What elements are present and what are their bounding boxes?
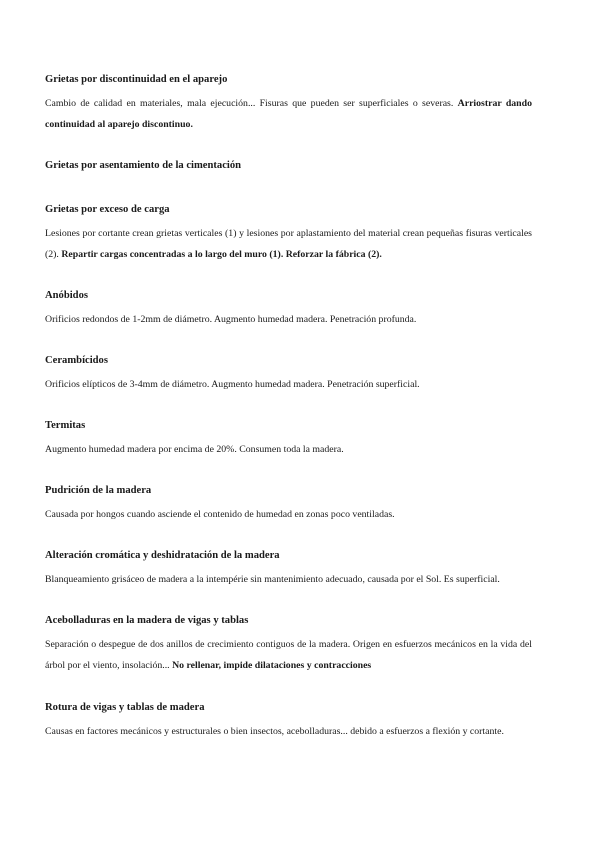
section-alteracion-cromatica: [45, 549, 532, 590]
section-body: [45, 93, 532, 135]
section-text: Cambio de calidad en materiales, mala ejecución... Fisuras que pueden ser superficiales o severas.: [45, 98, 454, 109]
section-termitas: [45, 419, 532, 460]
section-title: Acebolladuras en la madera de vigas y tablas: [45, 615, 249, 626]
section-title: Cerambícidos: [45, 355, 108, 366]
section-title: Grietas por discontinuidad en el aparejo: [45, 74, 228, 85]
section-text: Separación o despegue de dos anillos de crecimiento contiguos de la madera. Origen en esfuerzos mecánicos en la vida del árbol por el viento, insolación...: [45, 639, 532, 671]
section-body: [45, 634, 532, 676]
section-title: Grietas por exceso de carga: [45, 204, 170, 215]
section-remedy: Arriostrar dando continuidad al aparejo discontinuo.: [45, 98, 532, 130]
section-pudricion: [45, 484, 532, 525]
section-text: Lesiones por cortante crean grietas verticales (1) y lesiones por aplastamiento del material crean pequeñas fisuras verticales (2).: [45, 228, 532, 260]
section-rotura-vigas: [45, 701, 532, 742]
section-title: Grietas por asentamiento de la cimentación: [45, 160, 242, 171]
section-text: Blanqueamiento grisáceo de madera a la intempérie sin mantenimiento adecuado, causada por el Sol. Es superficial.: [45, 574, 500, 585]
section-remedy: No rellenar, impide dilataciones y contracciones: [172, 660, 372, 671]
section-grietas-carga: [45, 203, 532, 265]
section-grietas-asentamiento: [45, 159, 532, 173]
section-text: Orificios elípticos de 3-4mm de diámetro. Augmento humedad madera. Penetración superficial.: [45, 379, 420, 390]
section-grietas-discontinuidad: [45, 73, 532, 135]
section-text: Causada por hongos cuando asciende el contenido de humedad en zonas poco ventiladas.: [45, 509, 395, 520]
section-acebolladuras: [45, 614, 532, 676]
section-body: [45, 223, 532, 265]
section-title: Rotura de vigas y tablas de madera: [45, 702, 205, 713]
section-text: Orificios redondos de 1-2mm de diámetro. Augmento humedad madera. Penetración profunda.: [45, 314, 417, 325]
section-anobidos: [45, 289, 532, 330]
section-remedy: Repartir cargas concentradas a lo largo del muro (1). Reforzar la fábrica (2).: [61, 249, 382, 260]
section-title: Termitas: [45, 420, 86, 431]
section-text: Augmento humedad madera por encima de 20%. Consumen toda la madera.: [45, 444, 344, 455]
section-cerambicidos: [45, 354, 532, 395]
section-text: Causas en factores mecánicos y estructurales o bien insectos, acebolladuras... debido a esfuerzos a flexión y cortante.: [45, 726, 504, 737]
section-title: Anóbidos: [45, 290, 88, 301]
section-title: Alteración cromática y deshidratación de la madera: [45, 550, 280, 561]
section-title: Pudrición de la madera: [45, 485, 152, 496]
